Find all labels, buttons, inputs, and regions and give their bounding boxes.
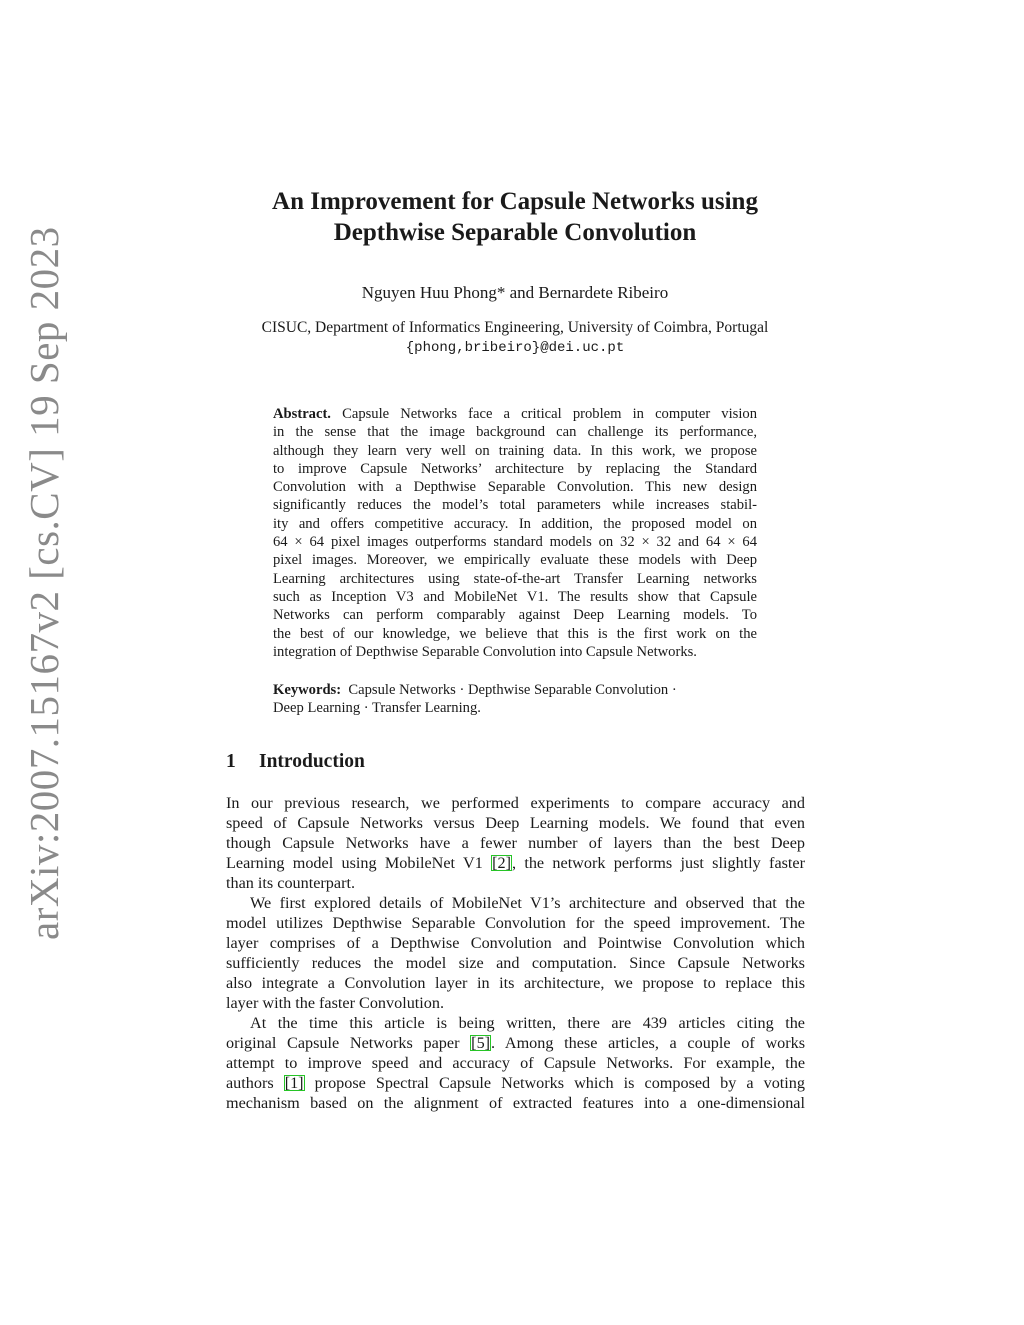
paragraph-line: though Capsule Networks have a fewer number of layers than the best Deep <box>226 834 805 852</box>
paragraph-line: At the time this article is being written, there are 439 articles citing the <box>250 1014 805 1032</box>
paragraph-line: also integrate a Convolution layer in its architecture, we propose to replace this <box>226 974 805 992</box>
paper-title <box>0 186 1024 248</box>
paragraph-line: We first explored details of MobileNet V1’s architecture and observed that the <box>250 894 805 912</box>
keywords-line: Keywords: Capsule Networks · Depthwise Separable Convolution · <box>273 682 677 698</box>
section-heading <box>226 751 365 773</box>
paragraph-line: attempt to improve speed and accuracy of Capsule Networks. For example, the <box>226 1054 805 1072</box>
author-email: {phong,bribeiro}@dei.uc.pt <box>405 340 625 356</box>
affiliation <box>0 318 1024 358</box>
paragraph-line: authors [1] propose Spectral Capsule Networks which is composed by a voting <box>226 1074 805 1092</box>
paragraph-line: Learning model using MobileNet V1 [2], the network performs just slightly faster <box>226 854 805 872</box>
abstract-line: Learning architectures using state-of-the-art Transfer Learning networks <box>273 570 757 587</box>
paragraph-line: than its counterpart. <box>226 874 356 892</box>
abstract-line: although they learn very well on training data. In this work, we propose <box>273 442 757 459</box>
title-line-2: Depthwise Separable Convolution <box>333 219 697 246</box>
paragraph-line: sufficiently reduces the model size and computation. Since Capsule Networks <box>226 954 805 972</box>
abstract <box>273 405 757 661</box>
section-number: 1 <box>226 751 236 772</box>
paragraph-line: mechanism based on the alignment of extracted features into a one-dimensional <box>226 1094 805 1112</box>
keywords <box>273 681 757 718</box>
abstract-line: such as Inception V3 and MobileNet V1. The results show that Capsule <box>273 588 757 605</box>
abstract-line: in the sense that the image background can challenge its performance, <box>273 424 757 441</box>
authors: Nguyen Huu Phong* and Bernardete Ribeiro <box>361 283 669 302</box>
paragraph-line: original Capsule Networks paper [5]. Among these articles, a couple of works <box>226 1034 806 1052</box>
paragraph-line: speed of Capsule Networks versus Deep Learning models. We found that even <box>226 814 805 832</box>
introduction-body <box>226 793 805 1113</box>
citation-link[interactable]: [1] <box>284 1074 304 1092</box>
affiliation-line: CISUC, Department of Informatics Engineering, University of Coimbra, Portugal <box>261 319 769 336</box>
arxiv-identifier: arXiv:2007.15167v2 [cs.CV] 19 Sep 2023 <box>21 226 67 940</box>
abstract-line: the best of our knowledge, we believe that this is the first work on the <box>273 625 757 642</box>
abstract-line: to improve Capsule Networks’ architecture by replacing the Standard <box>273 460 757 477</box>
paragraph-line: layer with the faster Convolution. <box>226 994 445 1012</box>
abstract-line: significantly reduces the model’s total parameters while increases stabil- <box>273 497 757 514</box>
abstract-line: 64 × 64 pixel images outperforms standard models on 32 × 32 and 64 × 64 <box>273 534 757 551</box>
keywords-label: Keywords: <box>273 682 342 698</box>
title-line-1: An Improvement for Capsule Networks using <box>272 188 758 215</box>
section-title: Introduction <box>259 751 365 772</box>
paragraph-line: model utilizes Depthwise Separable Convolution for the speed improvement. The <box>226 914 805 932</box>
abstract-line: integration of Depthwise Separable Convolution into Capsule Networks. <box>273 643 697 660</box>
abstract-line: ity and offers competitive accuracy. In addition, the proposed model on <box>273 515 757 532</box>
citation-link[interactable]: [2] <box>492 854 511 872</box>
abstract-line: Networks can perform comparably against Deep Learning models. To <box>273 607 757 624</box>
paragraph-line: layer comprises of a Depthwise Convolution and Pointwise Convolution which <box>226 934 805 952</box>
citation-link[interactable]: [5] <box>471 1034 491 1052</box>
abstract-line: Convolution with a Depthwise Separable Convolution. This new design <box>273 479 757 496</box>
paragraph-line: In our previous research, we performed experiments to compare accuracy and <box>226 794 805 812</box>
keywords-line: Deep Learning · Transfer Learning. <box>273 700 481 717</box>
abstract-line: Abstract. Capsule Networks face a critical problem in computer vision <box>273 406 757 422</box>
abstract-label: Abstract. <box>273 406 331 422</box>
abstract-line: pixel images. Moreover, we empirically evaluate these models with Deep <box>273 552 757 569</box>
